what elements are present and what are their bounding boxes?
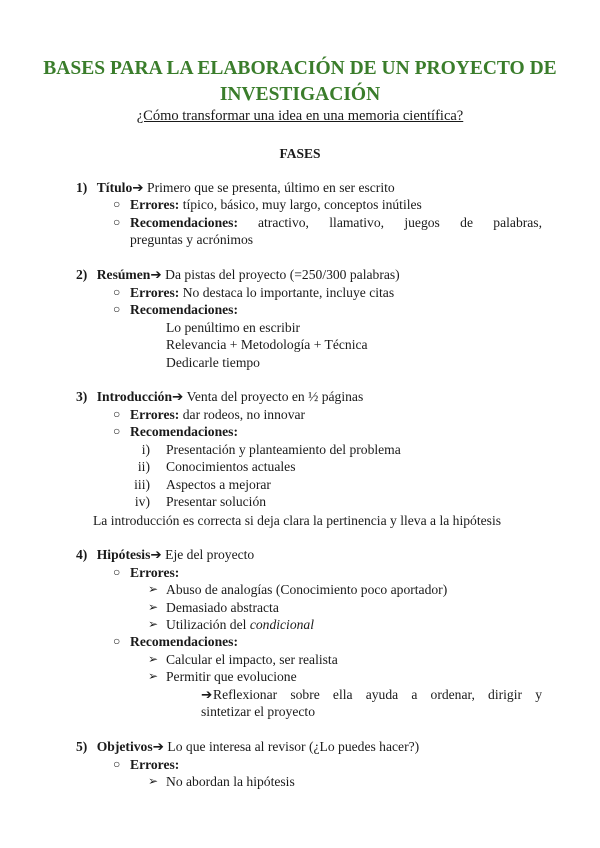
bullet-icon: ○ (113, 424, 121, 438)
list-item: Demasiado abstracta (166, 600, 279, 615)
roman-numeral: iv) (134, 494, 150, 509)
inline-arrow-icon: ➔ (172, 389, 184, 404)
italic-term: condicional (249, 617, 314, 632)
section-1-reco-text-line2: preguntas y acrónimos (130, 232, 254, 247)
section-3-heading (76, 388, 363, 405)
section-number-sep: ) (82, 389, 88, 404)
section-desc: Lo que interesa al revisor (¿Lo puedes hacer?) (167, 739, 420, 754)
section-1-heading (76, 179, 395, 196)
section-3-note: La introducción es correcta si deja clara la pertinencia y lleva a la hipótesis (93, 513, 502, 528)
list-item: Relevancia + Metodología + Técnica (166, 337, 368, 352)
section-1-errors (130, 196, 422, 213)
sub-item-line2: sintetizar el proyecto (201, 704, 315, 719)
reco-label: Recomendaciones: (130, 215, 238, 230)
inline-arrow-icon: ➔ (150, 547, 162, 562)
section-name: Hipótesis (96, 547, 151, 562)
section-2-errors (130, 284, 394, 301)
section-number-sep: ) (82, 739, 88, 754)
section-3-errors (130, 406, 305, 423)
bullet-icon: ○ (113, 407, 121, 421)
bullet-icon: ○ (113, 302, 121, 316)
bullet-icon: ○ (113, 565, 121, 579)
section-number-sep: ) (82, 267, 88, 282)
list-item: Aspectos a mejorar (166, 477, 271, 492)
bullet-icon: ○ (113, 197, 121, 211)
section-1-reco-text-line1: atractivo, llamativo, juegos de palabras, (258, 215, 542, 230)
list-item: Abuso de analogías (Conocimiento poco aportador) (166, 582, 448, 597)
errors-text: No destaca lo importante, incluye citas (182, 285, 395, 300)
roman-numeral: i) (141, 442, 150, 457)
section-desc: Eje del proyecto (165, 547, 255, 562)
errors-text: dar rodeos, no innovar (182, 407, 306, 422)
section-number: 5 (76, 739, 83, 754)
section-desc: Venta del proyecto en ½ páginas (186, 389, 364, 404)
section-5-heading (76, 738, 419, 755)
section-4-reco-label: Recomendaciones: (130, 634, 238, 649)
errors-text: típico, básico, muy largo, conceptos inútiles (182, 197, 422, 212)
section-number: 1 (76, 180, 83, 195)
section-desc: Primero que se presenta, último en ser escrito (147, 180, 395, 195)
section-1-reco-label (130, 214, 238, 231)
bullet-icon: ○ (113, 215, 121, 229)
section-number: 2 (76, 267, 83, 282)
section-desc: Da pistas del proyecto (=250/300 palabras) (165, 267, 400, 282)
bullet-icon: ○ (113, 285, 121, 299)
section-name: Resúmen (96, 267, 151, 282)
bullet-icon: ○ (113, 634, 121, 648)
inline-arrow-icon: ➔ (150, 267, 162, 282)
section-number: 3 (76, 389, 83, 404)
document-title: BASES PARA LA ELABORACIÓN DE UN PROYECTO DE INVESTIGACIÓN (43, 58, 557, 105)
phases-heading: FASES (279, 146, 321, 161)
inline-arrow-icon: ➔ (152, 739, 165, 754)
section-name: Título (96, 180, 133, 195)
list-item (166, 616, 314, 633)
arrow-bullet-icon: ➢ (148, 582, 159, 596)
arrow-bullet-icon: ➢ (148, 600, 159, 614)
section-3-reco-label: Recomendaciones: (130, 424, 238, 439)
arrow-bullet-icon: ➢ (148, 774, 159, 788)
inline-arrow-icon: ➔ (132, 180, 144, 195)
section-number: 4 (76, 547, 83, 562)
inline-arrow-icon: ➔ (201, 687, 213, 702)
list-item: Conocimientos actuales (166, 459, 296, 474)
section-4-heading (76, 546, 254, 563)
section-4-errors-label: Errores: (130, 565, 180, 580)
sub-item-line1: Reflexionar sobre ella ayuda a ordenar, dirigir y (213, 687, 542, 702)
errors-label: Errores: (130, 407, 180, 422)
list-item: Presentar solución (166, 494, 267, 509)
section-number-sep: ) (82, 180, 88, 195)
roman-numeral: iii) (134, 477, 150, 492)
errors-label: Errores: (130, 197, 180, 212)
list-item: Lo penúltimo en escribir (166, 320, 301, 335)
errors-label: Errores: (130, 285, 180, 300)
list-item: Calcular el impacto, ser realista (166, 652, 338, 667)
section-5-errors-label: Errores: (130, 757, 180, 772)
bullet-icon: ○ (113, 757, 121, 771)
section-2-reco-label: Recomendaciones: (130, 302, 238, 317)
section-2-heading (76, 266, 400, 283)
arrow-bullet-icon: ➢ (148, 669, 159, 683)
list-item-text: Utilización del (166, 617, 247, 632)
list-item: Presentación y planteamiento del problema (166, 442, 401, 457)
arrow-bullet-icon: ➢ (148, 652, 159, 666)
document-subtitle: ¿Cómo transformar una idea en una memoria científica? (136, 108, 464, 124)
section-number-sep: ) (82, 547, 88, 562)
list-item: Permitir que evolucione (166, 669, 297, 684)
section-name: Introducción (96, 389, 173, 404)
section-name: Objetivos (96, 739, 153, 754)
list-item: Dedicarle tiempo (166, 355, 260, 370)
roman-numeral: ii) (137, 459, 150, 474)
list-item: No abordan la hipótesis (166, 774, 295, 789)
arrow-bullet-icon: ➢ (148, 617, 159, 631)
